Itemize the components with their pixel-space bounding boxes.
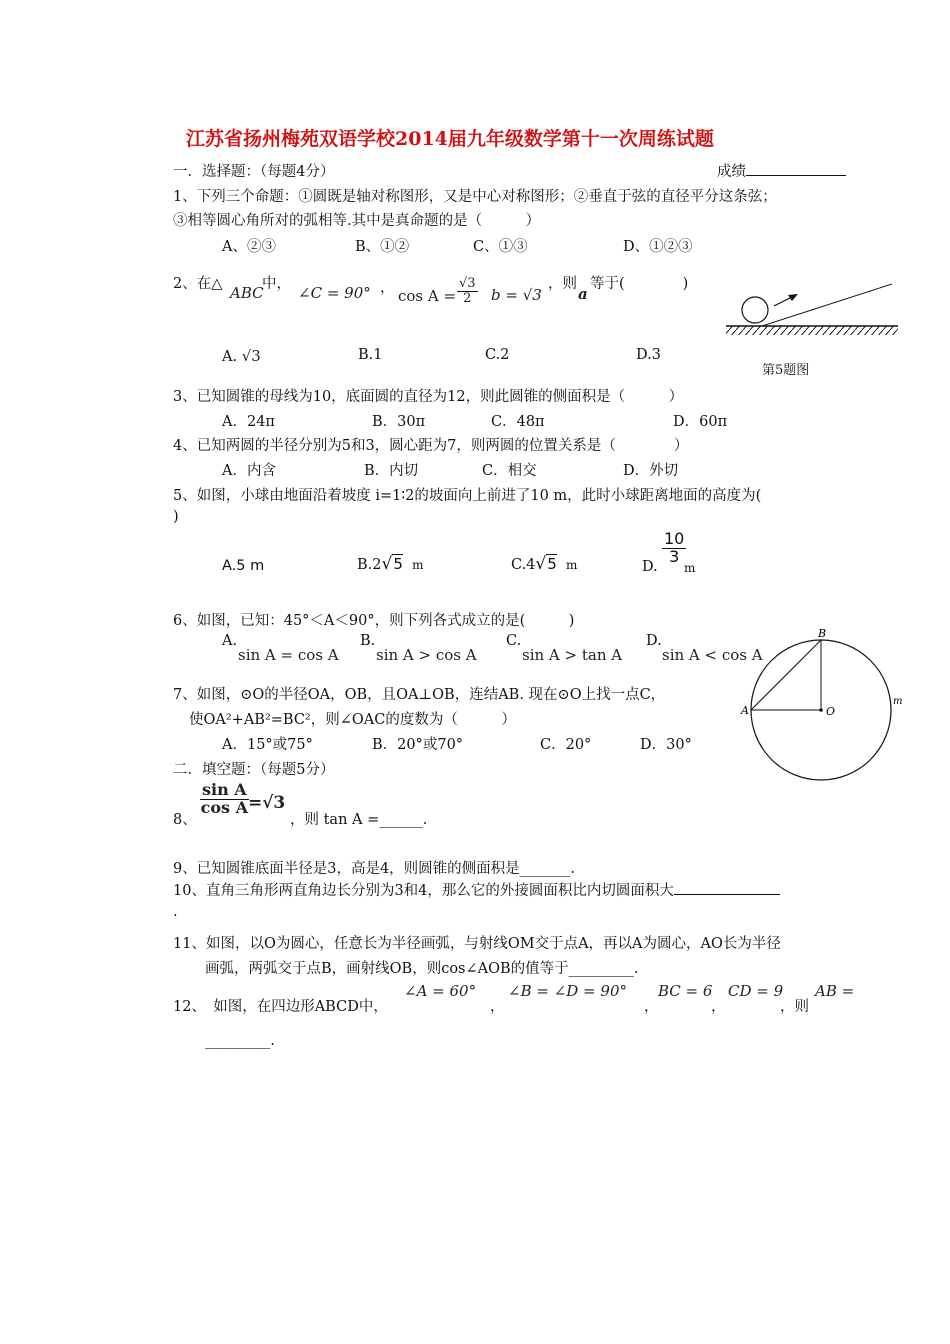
q5-slope-figure xyxy=(722,282,902,342)
page-title: 江苏省扬州梅苑双语学校2014届九年级数学第十一次周练试题 xyxy=(186,128,714,150)
q4-option-d: D．外切 xyxy=(623,463,679,479)
q12-comma-3: ， xyxy=(711,999,726,1015)
q5-option-b-prefix: B.2 xyxy=(357,557,382,573)
q6-option-d-expr: sin A < cos A xyxy=(662,646,763,664)
q3-option-a: A．24π xyxy=(222,414,275,430)
score-label: 成绩 xyxy=(717,164,746,180)
q7-text-line2: 使OA²+AB²=BC²，则∠OAC的度数为（ ） xyxy=(189,712,516,728)
q2-cos-denominator: 2 xyxy=(463,290,472,306)
q5-option-c: C.4√5 m xyxy=(511,554,578,574)
q2-a: a xyxy=(578,285,588,303)
q5-option-c-unit: m xyxy=(566,558,578,572)
q2-triangle-abc: ABC xyxy=(230,284,264,302)
q3-option-d: D．60π xyxy=(673,414,728,430)
q5-text-line2: ) xyxy=(173,509,179,525)
q6-text: 6、如图，已知：45°＜A＜90°，则下列各式成立的是( ) xyxy=(173,613,575,629)
q2-option-a xyxy=(222,347,261,365)
q8-fraction xyxy=(200,782,249,817)
section-heading-fill: 二．填空题：（每题5分） xyxy=(173,762,335,778)
q3-text: 3、已知圆锥的母线为10，底面圆的直径为12，则此圆锥的侧面积是（ ） xyxy=(173,389,684,405)
q2-option-d: D.3 xyxy=(636,347,661,363)
q12-comma-1: ， xyxy=(490,999,505,1015)
fig5-caption: 第5题图 xyxy=(762,363,810,378)
q7-text-line1: 7、如图，⊙O的半径OA，OB，且OA⊥OB，连结AB. 现在⊙O上找一点C， xyxy=(173,687,666,703)
q5-option-b-radicand: 5 xyxy=(393,555,403,573)
q2-option-a-label: A. xyxy=(222,349,238,365)
q10-end: . xyxy=(173,904,178,920)
q3-option-b: B．30π xyxy=(372,414,426,430)
q2-comma: ， xyxy=(380,280,395,296)
q1-option-b: B、①② xyxy=(355,239,410,255)
q11-text-line1: 11、如图，以O为圆心，任意长为半径画弧，与射线OM交于点A，再以A为圆心，AO长为半径 xyxy=(173,936,781,952)
q10-text-body: 10、直角三角形两直角边长分别为3和4，那么它的外接圆面积比内切圆面积大 xyxy=(173,883,674,899)
q1-option-a: A、②③ xyxy=(222,239,276,255)
q2-cos-prefix: cos A = xyxy=(398,287,457,305)
q12-expr-bc: BC = 6 xyxy=(658,982,713,1000)
q4-option-a: A．内含 xyxy=(222,463,276,479)
q7-label-m: m xyxy=(893,696,903,707)
q10-answer-blank[interactable] xyxy=(674,894,780,895)
q6-option-a-label: A. xyxy=(222,633,238,649)
q7-option-d: D．30° xyxy=(640,737,692,753)
q5-option-d-denominator: 3 xyxy=(669,546,680,566)
q7-option-c: C．20° xyxy=(540,737,592,753)
q6-option-a-expr: sin A = cos A xyxy=(238,646,339,664)
q5-option-c-radicand: 5 xyxy=(547,555,557,573)
q8-number: 8、 xyxy=(173,812,197,828)
q11-text-line2: 画弧，两弧交于点B，画射线OB，则cos∠AOB的值等于_________. xyxy=(205,961,639,977)
q2-then: ，则 xyxy=(548,276,577,292)
q5-option-c-prefix: C.4 xyxy=(511,557,536,573)
q12-expr-ab: AB = xyxy=(815,982,855,1000)
q5-option-d-prefix: D. xyxy=(642,559,658,575)
q12-answer-blank[interactable]: _________. xyxy=(205,1033,275,1049)
q10-text xyxy=(173,879,780,900)
q5-option-b: B.2√5 m xyxy=(357,554,424,574)
q4-option-c: C．相交 xyxy=(482,463,537,479)
q7-label-o: O xyxy=(826,705,836,718)
q8-tail: ，则 tan A =______. xyxy=(290,812,428,828)
q2-b-expr: b = √3 xyxy=(491,286,542,304)
q12-prefix: 12、 如图，在四边形ABCD中， xyxy=(173,999,388,1015)
q7-option-a: A．15°或75° xyxy=(222,737,313,753)
q5-option-b-unit: m xyxy=(412,558,424,572)
q2-option-a-value: √3 xyxy=(241,347,261,365)
q7-circle-figure xyxy=(738,626,910,784)
q2-prefix: 2、在△ xyxy=(173,276,223,292)
q2-mid: 中， xyxy=(262,276,291,292)
q5-option-d-numerator: 10 xyxy=(664,529,685,548)
q2-cos-numerator: √3 xyxy=(459,276,476,291)
q12-expr-angles-bd: ∠B = ∠D = 90° xyxy=(508,982,627,1000)
q7-option-b: B．20°或70° xyxy=(372,737,464,753)
q6-option-b-expr: sin A > cos A xyxy=(376,646,477,664)
q7-label-a: A xyxy=(741,704,749,717)
q2-option-b: B.1 xyxy=(358,347,383,363)
q2-angle-c: ∠C = 90° xyxy=(298,284,371,302)
q9-text: 9、已知圆锥底面半径是3，高是4，则圆锥的侧面积是_______. xyxy=(173,861,576,877)
q3-option-c: C．48π xyxy=(491,414,545,430)
q2-option-c: C.2 xyxy=(485,347,510,363)
q2-tail: 等于( ) xyxy=(590,276,689,292)
q5-text-line1: 5、如图，小球由地面沿着坡度 i=1∶2的坡面向上前进了10 m，此时小球距离地面的高度为( xyxy=(173,488,762,504)
q6-option-d-label: D. xyxy=(646,633,662,649)
q12-expr-cd: CD = 9 xyxy=(728,982,784,1000)
q1-option-d: D、①②③ xyxy=(623,239,693,255)
q5-option-d-unit: m xyxy=(684,561,696,575)
q1-text-line2: ③相等圆心角所对的弧相等.其中是真命题的是（ ） xyxy=(173,213,541,229)
q6-option-b-label: B. xyxy=(360,633,376,649)
q7-label-b: B xyxy=(818,627,827,640)
q8-numerator: sin A xyxy=(202,780,247,799)
q8-denominator: cos A xyxy=(200,797,249,817)
q1-option-c: C、①③ xyxy=(473,239,528,255)
q6-option-c-label: C. xyxy=(506,633,522,649)
q12-then: ，则 xyxy=(780,999,809,1015)
q8-equals-root3: =√3 xyxy=(248,793,286,813)
q12-expr-angle-a: ∠A = 60° xyxy=(404,982,477,1000)
q6-option-c-expr: sin A > tan A xyxy=(522,646,623,664)
q12-comma-2: ， xyxy=(644,999,659,1015)
q5-option-a: A.5 m xyxy=(222,558,265,574)
q4-text: 4、已知两圆的半径分别为5和3，圆心距为7，则两圆的位置关系是（ ） xyxy=(173,438,689,454)
score-field[interactable] xyxy=(717,160,846,181)
q1-text-line1: 1、下列三个命题：①圆既是轴对称图形，又是中心对称图形；②垂直于弦的直径平分这条弦； xyxy=(173,189,777,205)
q5-option-d-fraction xyxy=(662,531,686,566)
section-heading-choice: 一．选择题：（每题4分） xyxy=(173,164,335,180)
q4-option-b: B．内切 xyxy=(364,463,419,479)
q2-cos-fraction xyxy=(457,277,478,305)
